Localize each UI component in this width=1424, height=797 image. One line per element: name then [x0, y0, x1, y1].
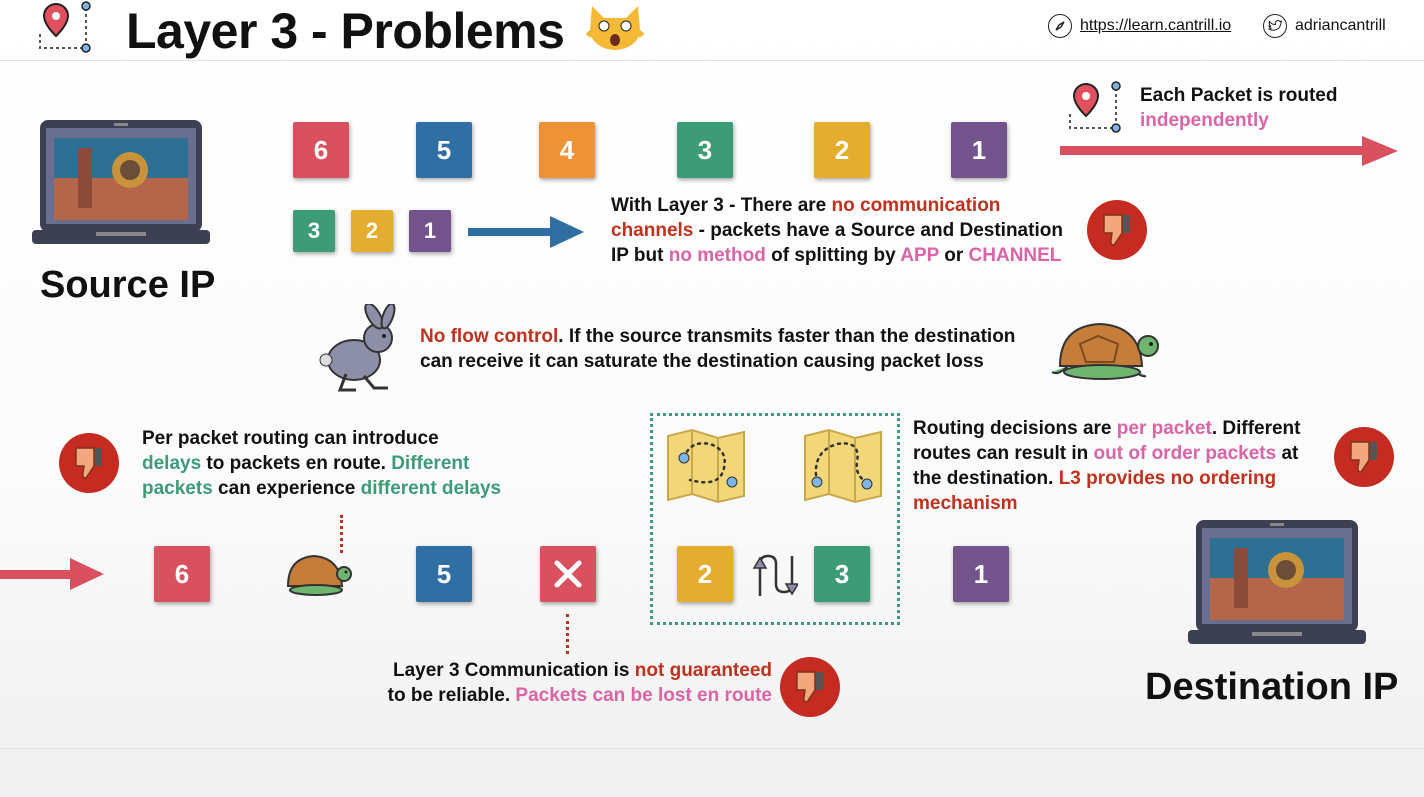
- header-pin-icon: [34, 0, 96, 61]
- packet-5: 5: [416, 122, 472, 178]
- compass-icon: [1048, 14, 1072, 38]
- routing-note: Routing decisions are per packet. Different routes can result in out of order packets at the destination. L3 provides no ordering mechanism: [913, 418, 1301, 514]
- independent-note: Each Packet is routed independently: [1140, 85, 1338, 131]
- destination-laptop-icon: [1188, 518, 1368, 655]
- small-packet-2: 2: [351, 210, 393, 252]
- source-ip-label: Source IP: [40, 264, 216, 306]
- destination-ip-label: Destination IP: [1145, 666, 1399, 708]
- thumbs-down-icon: [59, 433, 119, 493]
- turtle-icon: [1050, 316, 1160, 391]
- footer-bar: [0, 748, 1424, 797]
- delay-connector: [340, 515, 346, 553]
- routing-arrow: [1060, 136, 1400, 171]
- lost-packet-x-icon: [540, 546, 596, 602]
- website-link-row[interactable]: [1048, 14, 1231, 38]
- small-packet-1: 1: [409, 210, 451, 252]
- source-laptop-icon: [32, 118, 212, 255]
- bottom-packet-5: 5: [416, 546, 472, 602]
- rabbit-icon: [316, 304, 406, 397]
- packet-1: 1: [951, 122, 1007, 178]
- shocked-cat-icon: [584, 0, 646, 57]
- blue-arrow: [468, 216, 586, 253]
- header-divider: [0, 60, 1424, 61]
- channels-note: With Layer 3 - There are no communication channels - packets have a Source and Destination IP but no method of splitting by APP or CHANNEL: [611, 195, 1063, 266]
- flow-control-note: No flow control. If the source transmits faster than the destination can receive it can saturate the destination causing packet loss: [420, 326, 1016, 372]
- swap-arrows-icon: [750, 552, 798, 603]
- page-title: Layer 3 - Problems: [126, 3, 565, 59]
- map-icon: [666, 428, 746, 509]
- website-link[interactable]: https://learn.cantrill.io: [1080, 17, 1232, 34]
- packet-3: 3: [677, 122, 733, 178]
- map-icon: [803, 428, 883, 509]
- bottom-packet-3: 3: [814, 546, 870, 602]
- location-pin-icon: [1066, 80, 1124, 141]
- twitter-link-row[interactable]: [1263, 14, 1386, 38]
- bottom-packet-2: 2: [677, 546, 733, 602]
- packet-2: 2: [814, 122, 870, 178]
- twitter-handle[interactable]: adriancantrill: [1295, 17, 1386, 34]
- packet-6: 6: [293, 122, 349, 178]
- packet-4: 4: [539, 122, 595, 178]
- thumbs-down-icon: [1334, 427, 1394, 487]
- delay-note: Per packet routing can introduce delays to packets en route. Different packets can experience different delays: [142, 428, 502, 499]
- thumbs-down-icon: [780, 657, 840, 717]
- turtle-icon: [282, 552, 352, 603]
- bottom-packet-6: 6: [154, 546, 210, 602]
- lost-connector: [566, 614, 572, 654]
- reliability-note: Layer 3 Communication is not guaranteed to be reliable. Packets can be lost en route: [387, 660, 772, 706]
- small-packet-3: 3: [293, 210, 335, 252]
- thumbs-down-icon: [1087, 200, 1147, 260]
- incoming-arrow: [0, 558, 104, 595]
- bottom-packet-1: 1: [953, 546, 1009, 602]
- twitter-icon: [1263, 14, 1287, 38]
